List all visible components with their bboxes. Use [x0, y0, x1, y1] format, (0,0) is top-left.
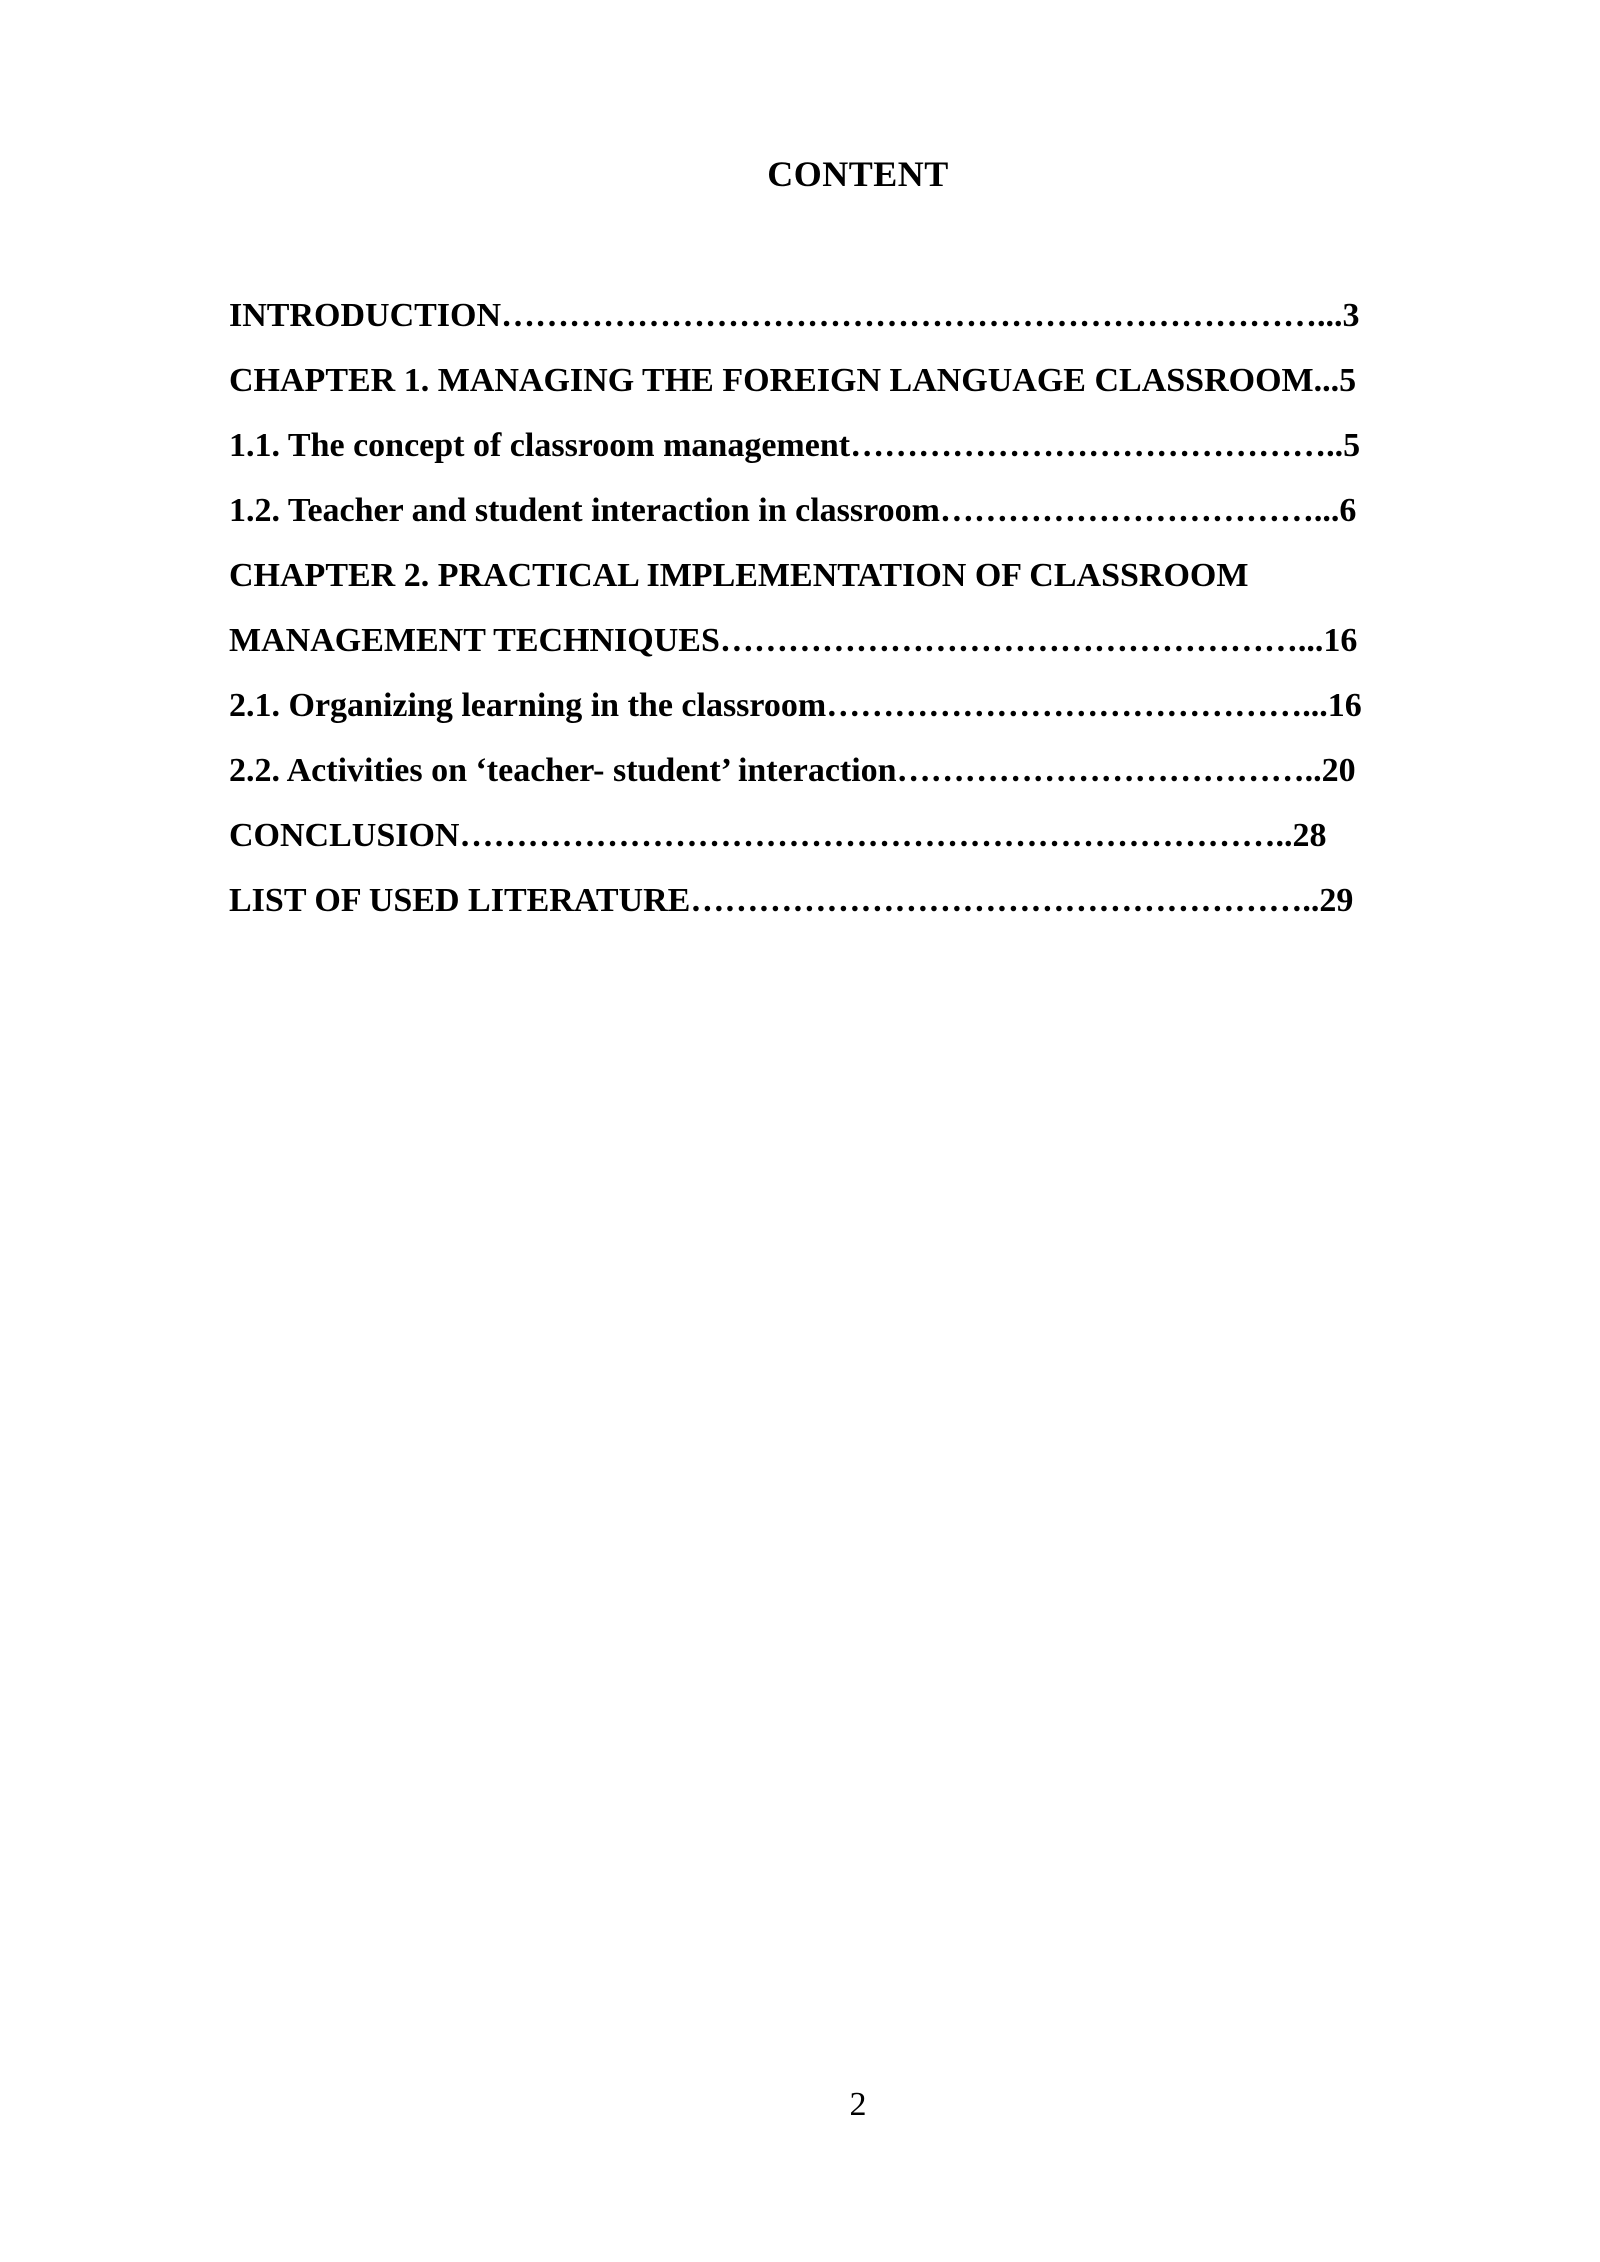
toc-entry-chapter-2-line-2: MANAGEMENT TECHNIQUES……………………………………………...16: [229, 622, 1358, 659]
toc-entry-chapter-2-line-1: CHAPTER 2. PRACTICAL IMPLEMENTATION OF CLASSROOM: [229, 557, 1249, 594]
toc-entry-introduction: INTRODUCTION………………………………………………………………...3: [229, 297, 1360, 334]
toc-entry-chapter-1: CHAPTER 1. MANAGING THE FOREIGN LANGUAGE CLASSROOM...5: [229, 362, 1357, 399]
page-number: 2: [849, 2086, 867, 2123]
toc-entry-section-1-2: 1.2. Teacher and student interaction in classroom……………………………...6: [229, 492, 1357, 529]
toc-entry-section-2-2: 2.2. Activities on ‘teacher- student’ interaction………………………………..20: [229, 752, 1356, 789]
page-title: CONTENT: [767, 154, 949, 194]
toc-entry-conclusion: CONCLUSION………………………………………………………………..28: [229, 817, 1327, 854]
table-of-contents: [229, 283, 1485, 933]
toc-entry-section-2-1: 2.1. Organizing learning in the classroom……………………………………...16: [229, 687, 1362, 724]
toc-entry-section-1-1: 1.1. The concept of classroom management……………………………………..5: [229, 427, 1361, 464]
toc-entry-literature: LIST OF USED LITERATURE………………………………………………..29: [229, 882, 1354, 919]
